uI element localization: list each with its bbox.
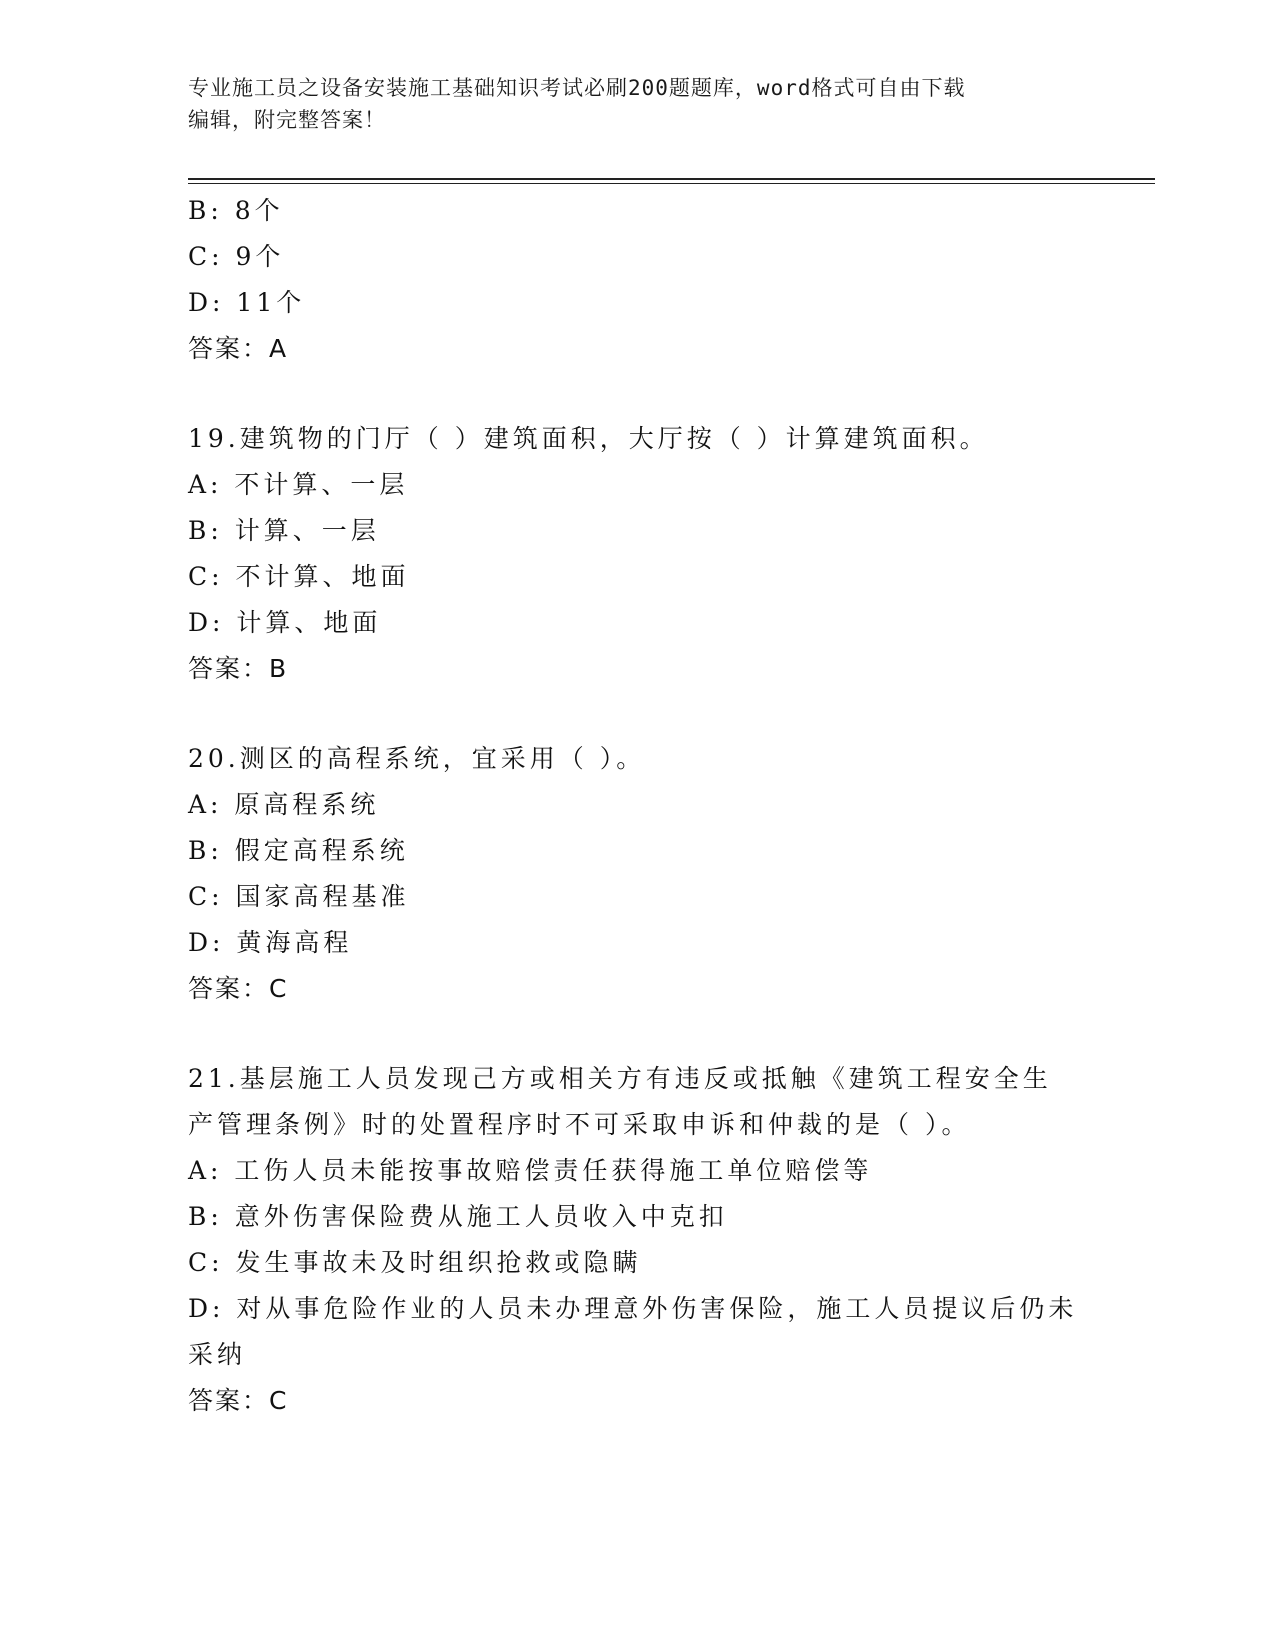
option-c: C: 9个 (188, 242, 285, 271)
option-c: C: 国家高程基准 (188, 882, 410, 911)
question-stem: 20.测区的高程系统，宜采用（ ）。 (188, 744, 646, 773)
answer: 答案：C (188, 1386, 289, 1415)
question-19 (188, 416, 1088, 692)
question-stem: 19.建筑物的门厅（ ）建筑面积，大厅按（ ）计算建筑面积。 (188, 424, 989, 453)
answer: 答案：A (188, 334, 289, 363)
header-divider-thick (188, 178, 1155, 180)
option-b: B: 8个 (188, 196, 284, 225)
option-d: D: 计算、地面 (188, 608, 382, 637)
spacer (188, 372, 1088, 416)
option-a: A: 原高程系统 (188, 790, 380, 819)
answer: 答案：B (188, 654, 289, 683)
option-d: D: 11个 (188, 288, 306, 317)
header-line-2: 编辑，附完整答案！ (188, 108, 386, 132)
option-a: A: 工伤人员未能按事故赔偿责任获得施工单位赔偿等 (188, 1156, 873, 1185)
header-divider-thin (188, 183, 1155, 184)
option-c: C: 不计算、地面 (188, 562, 410, 591)
question-20 (188, 736, 1088, 1012)
option-b: B: 意外伤害保险费从施工人员收入中克扣 (188, 1202, 728, 1231)
header-line-1: 专业施工员之设备安装施工基础知识考试必刷200题题库，word格式可自由下载 (188, 76, 966, 100)
option-a: A: 不计算、一层 (188, 470, 409, 499)
option-d: D: 黄海高程 (188, 928, 353, 957)
option-d: D: 对从事危险作业的人员未办理意外伤害保险，施工人员提议后仍未采纳 (188, 1294, 1078, 1369)
question-21 (188, 1056, 1088, 1424)
option-c: C: 发生事故未及时组织抢救或隐瞒 (188, 1248, 642, 1277)
spacer (188, 1012, 1088, 1056)
question-list (188, 188, 1088, 1424)
spacer (188, 692, 1088, 736)
question-stem: 21.基层施工人员发现己方或相关方有违反或抵触《建筑工程安全生产管理条例》时的处置程序时不可采取申诉和仲裁的是（ ）。 (188, 1064, 1052, 1139)
option-b: B: 假定高程系统 (188, 836, 409, 865)
answer: 答案：C (188, 974, 289, 1003)
question-18-continued (188, 188, 1088, 372)
option-b: B: 计算、一层 (188, 516, 380, 545)
document-header (188, 72, 1068, 136)
